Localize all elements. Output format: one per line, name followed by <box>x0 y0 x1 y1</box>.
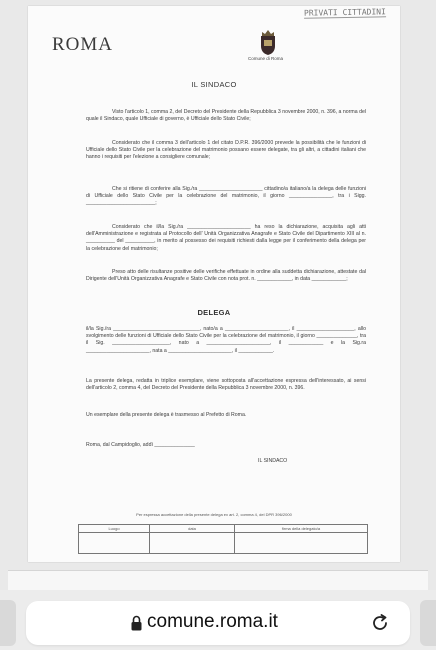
url-text[interactable]: comune.roma.it <box>147 611 278 632</box>
delega-paragraph-2: La presente delega, redatta in triplice esemplare, viene sottoposta all'accettazione espressa dell'interessato, ai sensi dell'articolo 2, comma 4, del Decreto del Presidente della Repubblica 3 novembre 2000, n. 396. <box>86 378 366 392</box>
delega-paragraph-3: Un esemplare della presente delega è trasmesso al Prefetto di Roma. <box>86 412 247 418</box>
signature-label: IL SINDACO <box>258 458 288 464</box>
paragraph-1: Visto l'articolo 1, comma 2, del Decreto del Presidente della Repubblica 3 novembre 2000, n. 396, a norma del quale il Sindaco, quale Ufficiale di governo, è Ufficiale dello Stato Civile; <box>86 109 366 123</box>
document-page <box>28 6 400 562</box>
paragraph-5: Preso atto delle risultanze positive delle verifiche effettuate in ordine alla suddetta dichiarazione, attestate dal Dirigente dell'Unità Organizzativa Anagrafe e Stato Civile con nota prot. n. ____________, in data ____________; <box>86 269 366 283</box>
paragraph-4: Considerato che il/la Sig./ra ______________________ ha reso la dichiarazione, acquisita agli atti dell'Amministrazione e registrata al Protocollo dell' Unità Organizzativa Anagrafe e Stato Civile del Dipartimento XIII al n. __________ del __________, in merito al possesso dei requisiti richiesti dalla legge per il conferimento della delega per la celebrazione del matrimonio; <box>86 224 366 252</box>
lock-icon <box>131 615 142 631</box>
city-crest-icon <box>258 28 278 56</box>
city-logo-text: ROMA <box>52 34 114 55</box>
table-cell-data <box>150 533 235 554</box>
previous-tab-preview[interactable] <box>0 600 16 646</box>
place-date-line: Roma, dal Campidoglio, addì ______________ <box>86 442 195 448</box>
table-header-luogo: Luogo <box>79 525 150 533</box>
next-tab-preview[interactable] <box>420 600 436 646</box>
address-bar[interactable] <box>26 601 410 645</box>
document-heading: IL SINDACO <box>191 80 237 89</box>
crest-caption: Comune di Roma <box>248 56 284 61</box>
table-cell-firma <box>235 533 368 554</box>
table-header-data: data <box>150 525 235 533</box>
delega-paragraph-1: il/la Sig./ra ______________________________, nato/a a ______________________, il ____________________, allo svolgimento delle funzioni di Ufficiale dello Stato Civile per la celebrazione del matrimonio, il giorno ______________, tra il Sig. ____________________, nato a ______________________, il ____________ e la Sig.ra ______________________, nata a ______________________, il ____________. <box>86 326 366 354</box>
paragraph-3: Che si ritiene di conferire alla Sig./ra ______________________ cittadino/a italiano/a la delega delle funzioni di Ufficiale dello Stato Civile per la celebrazione del matrimonio, il giorno _______________, tra i Sigg. ________________________; <box>86 186 366 207</box>
table-cell-luogo <box>79 533 150 554</box>
acceptance-note: Per espressa accettazione della presente delega ex art. 2, comma 4, del DPR 396/2000 <box>136 512 292 517</box>
table-header-firma: firma della delegato/a <box>235 525 368 533</box>
handwritten-note: PRIVATI CITTADINI <box>304 7 387 18</box>
acceptance-table <box>78 524 368 554</box>
next-page-edge <box>8 570 428 591</box>
paragraph-2: Considerato che il comma 3 dell'articolo 1 del citato D.P.R. 396/2000 prevede la possibilità che le funzioni di Ufficiale dello Stato Civile per la celebrazione del matrimonio possano essere delegate, tra gli altri, a cittadini italiani che hanno i requisiti per l'elezione a consigliere comunale; <box>86 140 366 161</box>
delega-heading: DELEGA <box>197 308 231 317</box>
reload-icon[interactable] <box>370 613 390 633</box>
